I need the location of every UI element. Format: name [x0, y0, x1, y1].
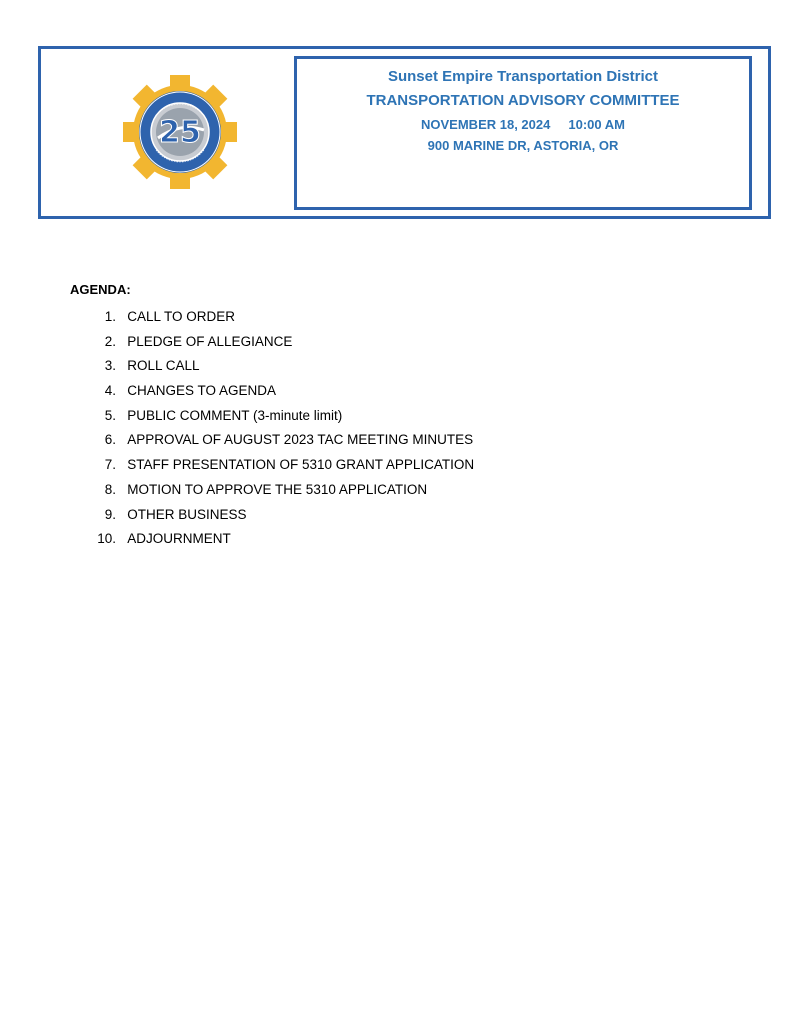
agenda-item-number: 10.: [97, 531, 116, 547]
agenda-item-number: 7.: [104, 457, 116, 473]
agenda-item-text: ADJOURNMENT: [127, 531, 231, 547]
organization-name: Sunset Empire Transportation District: [387, 68, 659, 85]
agenda-item-text: PUBLIC COMMENT (3-minute limit): [127, 407, 343, 423]
meeting-time: 10:00 AM: [568, 117, 625, 132]
meeting-info-box: [294, 56, 752, 210]
agenda-item: [84, 356, 474, 381]
agenda-item-text: APPROVAL OF AUGUST 2023 TAC MEETING MINUTES: [127, 432, 474, 448]
meeting-address: 900 MARINE DR, ASTORIA, OR: [427, 138, 619, 153]
agenda-item: [84, 406, 474, 431]
agenda-item-text: CHANGES TO AGENDA: [127, 383, 277, 399]
agenda-item-text: ROLL CALL: [127, 358, 200, 374]
agenda-item-text: PLEDGE OF ALLEGIANCE: [127, 333, 293, 349]
agenda-item-text: CALL TO ORDER: [127, 309, 236, 324]
agenda-item-number: 4.: [104, 383, 116, 399]
agenda-item-number: 1.: [104, 309, 116, 324]
agenda-item-text: MOTION TO APPROVE THE 5310 APPLICATION: [127, 481, 428, 497]
agenda-list: [84, 307, 474, 554]
agenda-title: AGENDA:: [70, 282, 131, 297]
agenda-item: [84, 381, 474, 406]
agenda-item-number: 9.: [104, 506, 116, 522]
agenda-item-number: 8.: [104, 481, 116, 497]
agenda-item: [84, 505, 474, 530]
district-logo: [120, 72, 240, 192]
meeting-date: NOVEMBER 18, 2024: [421, 117, 551, 132]
agenda-item-number: 2.: [104, 333, 116, 349]
meeting-datetime: [297, 117, 749, 132]
agenda-item: [84, 529, 474, 554]
agenda-item-text: OTHER BUSINESS: [127, 506, 247, 522]
agenda-item-text: STAFF PRESENTATION OF 5310 GRANT APPLICATION: [127, 457, 475, 473]
agenda-item: [84, 430, 474, 455]
agenda-item: [84, 480, 474, 505]
agenda-item-number: 3.: [104, 358, 116, 374]
agenda-item: [84, 307, 474, 332]
logo-number: 25: [159, 115, 201, 150]
agenda-item-number: 6.: [104, 432, 116, 448]
agenda-item: [84, 332, 474, 357]
committee-name: TRANSPORTATION ADVISORY COMMITTEE: [366, 92, 680, 109]
agenda-item: [84, 455, 474, 480]
agenda-item-number: 5.: [104, 407, 116, 423]
